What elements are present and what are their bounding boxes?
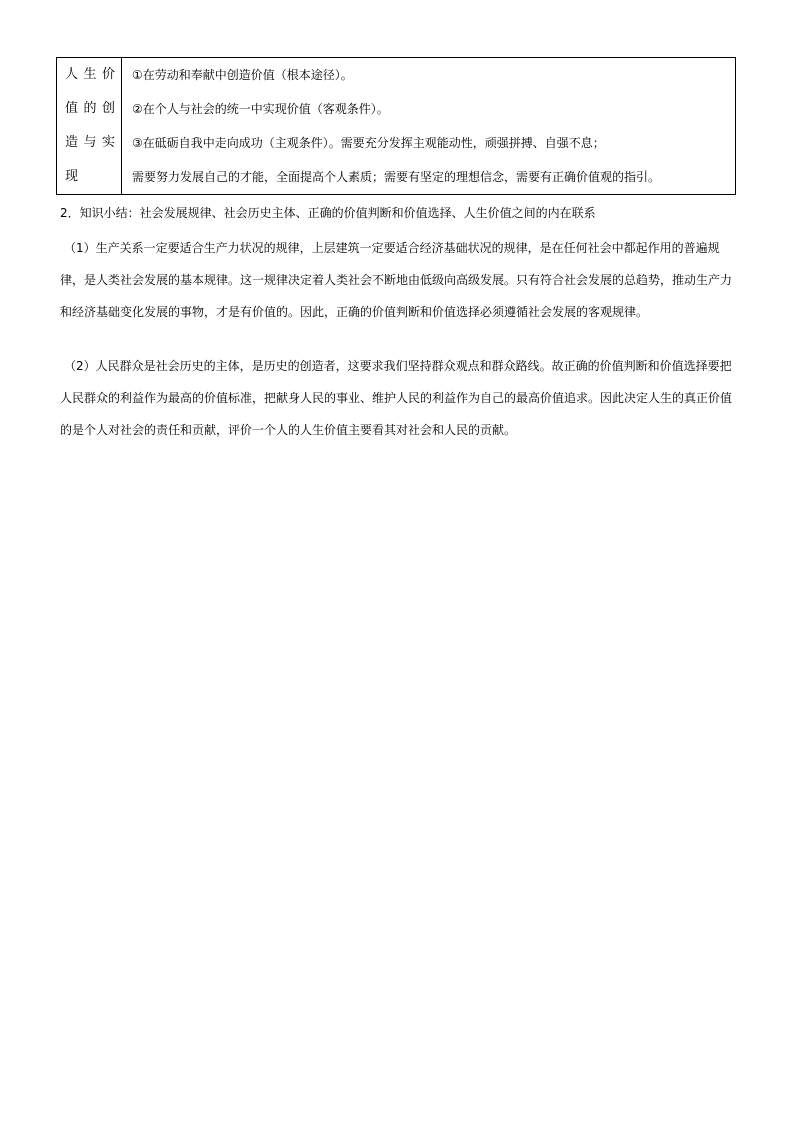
summary-title: 2．知识小结：社会发展规律、社会历史主体、正确的价值判断和价值选择、人生价值之间的内在联系	[60, 206, 596, 220]
summary-paragraph-1: （1）生产关系一定要适合生产力状况的规律，上层建筑一定要适合经济基础状况的规律，是在任何社会中都起作用的普遍规律，是人类社会发展的基本规律。这一规律决定着人类社会不断地由低级向高级发展。只有符合社会发展的总趋势，推动生产力和经济基础变化发展的事物，才是有价值的。因此，正确的价值判断和价值选择必须遵循社会发展的客观规律。	[60, 241, 733, 319]
table-item: ③在砥砺自我中走向成功（主观条件）。需要充分发挥主观能动性，顽强拼搏、自强不息；	[132, 136, 605, 150]
heading-line: 现	[65, 169, 79, 184]
heading-line: 人生价	[65, 67, 115, 82]
heading-line: 值的创	[65, 101, 115, 116]
table-item: 需要努力发展自己的才能，全面提高个人素质；需要有坚定的理想信念，需要有正确价值观的指引。	[132, 170, 661, 184]
table-item: ②在个人与社会的统一中实现价值（客观条件）。	[132, 102, 389, 116]
table-row	[57, 58, 736, 195]
table-item: ①在劳动和奉献中创造价值（根本途径）。	[132, 68, 353, 82]
table-content-cell	[122, 58, 736, 195]
life-value-table	[56, 57, 736, 195]
summary-paragraph-2: （2）人民群众是社会历史的主体，是历史的创造者，这要求我们坚持群众观点和群众路线。故正确的价值判断和价值选择要把人民群众的利益作为最高的价值标准，把献身人民的事业、维护人民的利益作为自己的最高价值追求。因此决定人生的真正价值的是个人对社会的责任和贡献，评价一个人的人生价值主要看其对社会和人民的贡献。	[60, 359, 733, 437]
heading-line: 造与实	[65, 135, 115, 150]
table-heading-cell	[57, 58, 122, 195]
